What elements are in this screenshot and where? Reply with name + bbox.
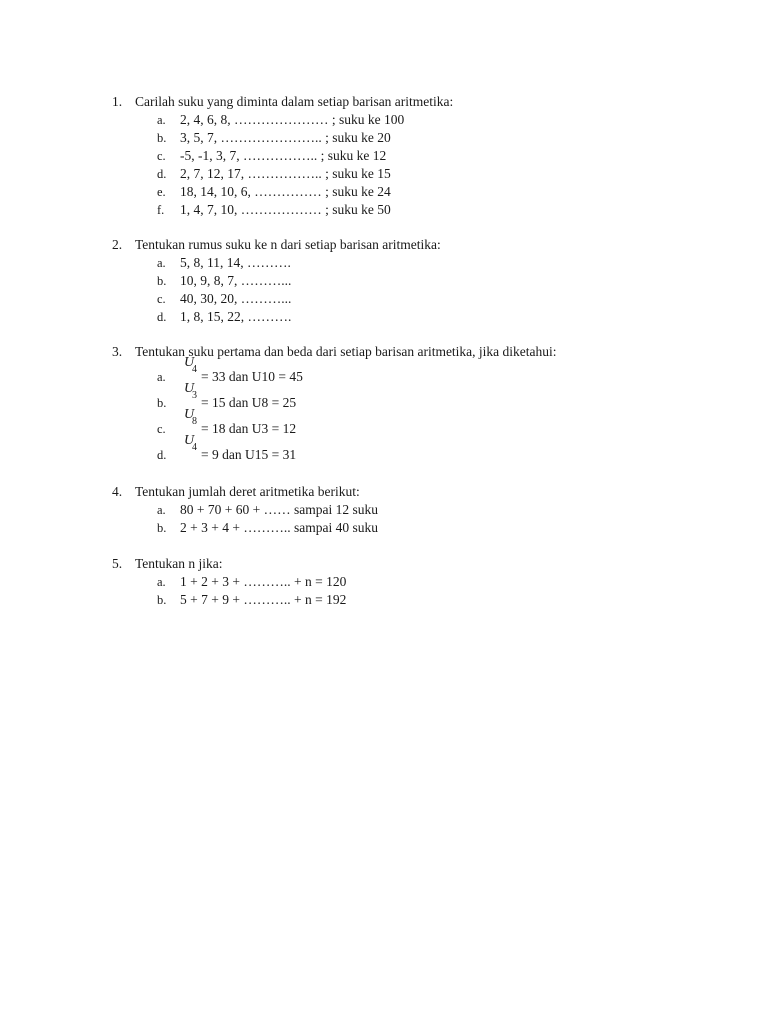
- item-equation: = 33 dan U10 = 45: [201, 369, 303, 384]
- item-text: 5 + 7 + 9 + ……….. + n = 192: [180, 592, 347, 607]
- math-subscript: 4: [192, 442, 197, 453]
- question-text: Tentukan suku pertama dan beda dari setiap barisan aritmetika, jika diketahui:: [135, 344, 557, 359]
- math-subscript: 3: [192, 390, 197, 401]
- question-number: 2.: [112, 237, 123, 252]
- question-text: Tentukan n jika:: [135, 556, 223, 571]
- question-header: [112, 236, 712, 254]
- item-letter: d.: [157, 167, 167, 181]
- question-text: Tentukan jumlah deret aritmetika berikut:: [135, 484, 360, 499]
- item-letter: b.: [157, 521, 167, 535]
- list-item: [112, 254, 712, 272]
- question-header: [112, 93, 712, 111]
- item-letter: a.: [157, 113, 166, 127]
- item-equation: = 9 dan U15 = 31: [201, 447, 297, 462]
- question-4: [112, 483, 712, 537]
- item-text: 40, 30, 20, ………...: [180, 291, 292, 306]
- item-letter: c.: [157, 422, 166, 436]
- item-text: 18, 14, 10, 6, …………… ; suku ke 24: [180, 184, 391, 199]
- list-item: [112, 165, 712, 183]
- question-1: [112, 93, 712, 219]
- list-item: [112, 381, 712, 413]
- list-item: [112, 290, 712, 308]
- list-item: [112, 355, 712, 387]
- question-header: [112, 483, 712, 501]
- item-text: 2 + 3 + 4 + ……….. sampai 40 suku: [180, 520, 378, 535]
- list-item: [112, 591, 712, 609]
- item-text: 1, 4, 7, 10, ……………… ; suku ke 50: [180, 202, 391, 217]
- item-letter: d.: [157, 310, 167, 324]
- question-2: [112, 236, 712, 326]
- list-item: [112, 519, 712, 537]
- item-letter: a.: [157, 503, 166, 517]
- question-number: 5.: [112, 556, 123, 571]
- question-header: [112, 555, 712, 573]
- item-text: 3, 5, 7, ………………….. ; suku ke 20: [180, 130, 391, 145]
- item-letter: b.: [157, 274, 167, 288]
- math-term: [182, 433, 201, 465]
- item-equation: = 18 dan U3 = 12: [201, 421, 297, 436]
- list-item: [112, 501, 712, 519]
- list-item: [112, 272, 712, 290]
- item-equation: = 15 dan U8 = 25: [201, 395, 297, 410]
- list-item: [112, 573, 712, 591]
- item-letter: d.: [157, 448, 167, 462]
- item-letter: e.: [157, 185, 166, 199]
- list-item: [112, 308, 712, 326]
- item-text: [182, 433, 297, 471]
- list-item: [112, 201, 712, 219]
- item-text: 80 + 70 + 60 + …… sampai 12 suku: [180, 502, 378, 517]
- item-letter: c.: [157, 292, 166, 306]
- list-item: [112, 111, 712, 129]
- item-letter: b.: [157, 593, 167, 607]
- item-text: 5, 8, 11, 14, ……….: [180, 255, 291, 270]
- list-item: [112, 433, 712, 465]
- list-item: [112, 183, 712, 201]
- list-item: [112, 147, 712, 165]
- list-item: [112, 407, 712, 439]
- item-text: 1, 8, 15, 22, ……….: [180, 309, 292, 324]
- item-text: 10, 9, 8, 7, ………...: [180, 273, 292, 288]
- item-letter: a.: [157, 575, 166, 589]
- math-variable: U: [184, 381, 195, 396]
- item-letter: c.: [157, 149, 166, 163]
- math-subscript: 8: [192, 416, 197, 427]
- item-letter: b.: [157, 131, 167, 145]
- question-number: 3.: [112, 344, 123, 359]
- item-letter: a.: [157, 370, 166, 384]
- item-letter: a.: [157, 256, 166, 270]
- item-text: 1 + 2 + 3 + ……….. + n = 120: [180, 574, 347, 589]
- question-text: Carilah suku yang diminta dalam setiap barisan aritmetika:: [135, 94, 454, 109]
- item-text: 2, 7, 12, 17, …………….. ; suku ke 15: [180, 166, 391, 181]
- list-item: [112, 129, 712, 147]
- item-letter: b.: [157, 396, 167, 410]
- question-3: [112, 343, 712, 465]
- question-number: 1.: [112, 94, 123, 109]
- question-text: Tentukan rumus suku ke n dari setiap barisan aritmetika:: [135, 237, 441, 252]
- question-header: [112, 343, 712, 361]
- question-5: [112, 555, 712, 609]
- math-variable: U: [184, 355, 195, 370]
- math-variable: U: [184, 433, 195, 448]
- item-letter: f.: [157, 203, 165, 217]
- math-subscript: 4: [192, 364, 197, 375]
- question-number: 4.: [112, 484, 123, 499]
- item-text: 2, 4, 6, 8, ………………… ; suku ke 100: [180, 112, 405, 127]
- item-text: -5, -1, 3, 7, …………….. ; suku ke 12: [180, 148, 387, 163]
- math-variable: U: [184, 407, 195, 422]
